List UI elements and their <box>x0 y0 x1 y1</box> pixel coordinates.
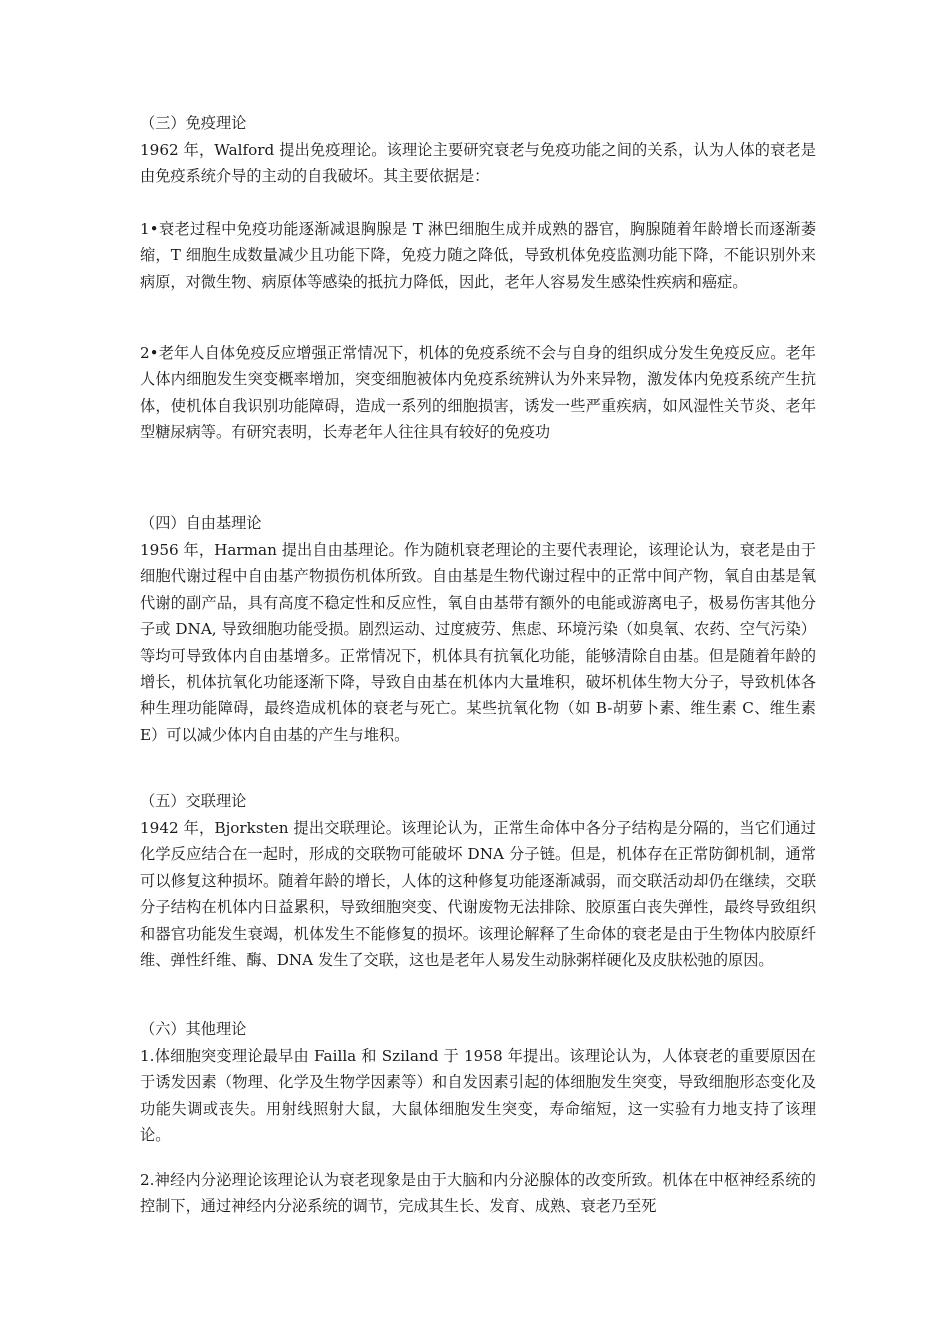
paragraph-immune-intro: 1962 年，Walford 提出免疫理论。该理论主要研究衰老与免疫功能之间的关系，认为人体的衰老是由免疫系统介导的主动的自我破坏。其主要依据是： <box>140 141 816 186</box>
section-heading-immune: （三）免疫理论 <box>140 114 247 132</box>
paragraph-immune-point-1: 1•衰老过程中免疫功能逐渐减退胸腺是 T 淋巴细胞生成并成熟的器官，胸腺随着年龄增长而逐渐萎缩，T 细胞生成数量减少且功能下降，免疫力随之降低，导致机体免疫监测功能下降，不能识别外来病原，对微生物、病原体等感染的抵抗力降低，因此，老年人容易发生感染性疾病和癌症。 <box>140 220 816 291</box>
section-heading-other: （六）其他理论 <box>140 1020 247 1038</box>
paragraph-other-point-2: 2.神经内分泌理论该理论认为衰老现象是由于大脑和内分泌腺体的改变所致。机体在中枢神经系统的控制下，通过神经内分泌系统的调节，完成其生长、发育、成熟、衰老乃至死 <box>140 1171 816 1216</box>
paragraph-free-radical: 1956 年，Harman 提出自由基理论。作为随机衰老理论的主要代表理论，该理论认为，衰老是由于细胞代谢过程中自由基产物损伤机体所致。自由基是生物代谢过程中的正常中间产物，氧自由基是氧代谢的副产品，具有高度不稳定性和反应性，氧自由基带有额外的电能或游离电子，极易伤害其他分子或 DNA, 导致细胞功能受损。剧烈运动、过度疲劳、焦虑、环境污染（如臭氧、农药、空气污染）等均可导致体内自由基增多。正常情况下，机体具有抗氧化功能，能够清除自由基。但是随着年龄的增长，机体抗氧化功能逐渐下降，导致自由基在机体内大量堆积，破坏机体生物大分子，导致机体各种生理功能障碍，最终造成机体的衰老与死亡。某些抗氧化物（如 B-胡萝卜素、维生素 C、维生素 E）可以减少体内自由基的产生与堆积。 <box>140 541 816 744</box>
section-heading-cross-link: （五）交联理论 <box>140 792 247 810</box>
section-heading-free-radical: （四）自由基理论 <box>140 514 262 532</box>
paragraph-cross-link: 1942 年，Bjorksten 提出交联理论。该理论认为，正常生命体中各分子结构是分隔的，当它们通过化学反应结合在一起时，形成的交联物可能破坏 DNA 分子链。但是，机体存在正常防御机制，通常可以修复这种损坏。随着年龄的增长，人体的这种修复功能逐渐减弱，而交联活动却仍在继续，交联分子结构在机体内日益累积，导致细胞突变、代谢废物无法排除、胶原蛋白丧失弹性，最终导致组织和器官功能发生衰竭，机体发生不能修复的损坏。该理论解释了生命体的衰老是由于生物体内胶原纤维、弹性纤维、酶、DNA 发生了交联，这也是老年人易发生动脉粥样硬化及皮肤松弛的原因。 <box>140 819 816 970</box>
paragraph-other-point-1: 1.体细胞突变理论最早由 Failla 和 Sziland 于 1958 年提出。该理论认为，人体衰老的重要原因在于诱发因素（物理、化学及生物学因素等）和自发因素引起的体细胞发生突变，导致细胞形态变化及功能失调或丧失。用射线照射大鼠，大鼠体细胞发生突变，寿命缩短，这一实验有力地支持了该理论。 <box>140 1047 816 1145</box>
paragraph-immune-point-2: 2•老年人自体免疫反应增强正常情况下，机体的免疫系统不会与自身的组织成分发生免疫反应。老年人体内细胞发生突变概率增加，突变细胞被体内免疫系统辨认为外来异物，激发体内免疫系统产生抗体，使机体自我识别功能障碍，造成一系列的细胞损害，诱发一些严重疾病，如风湿性关节炎、老年型糖尿病等。有研究表明，长寿老年人往往具有较好的免疫功 <box>140 344 816 442</box>
